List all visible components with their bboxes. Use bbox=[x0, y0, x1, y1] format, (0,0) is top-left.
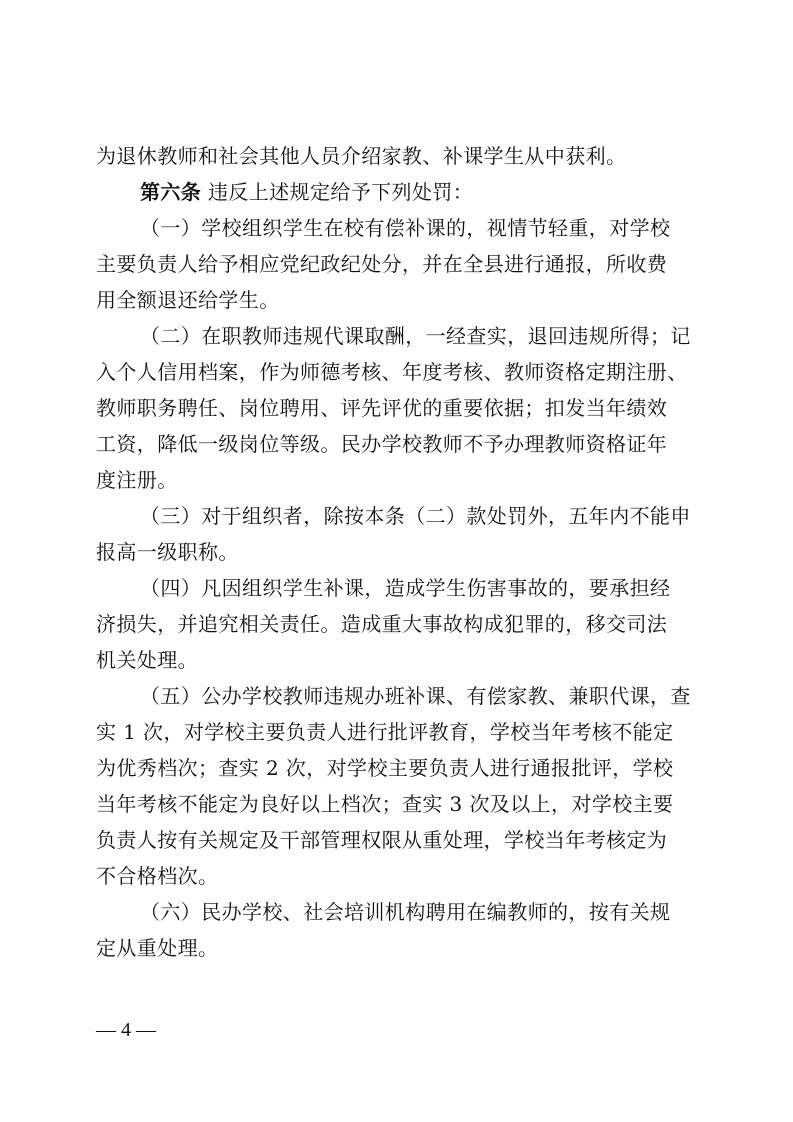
text-line: 济损失，并追究相关责任。造成重大事故构成犯罪的，移交司法 bbox=[96, 612, 668, 636]
text-line: （一）学校组织学生在校有偿补课的，视情节轻重，对学校 bbox=[140, 216, 671, 240]
text-line: 主要负责人给予相应党纪政纪处分，并在全县进行通报，所收费 bbox=[96, 252, 668, 276]
text-line: （三）对于组织者，除按本条（二）款处罚外，五年内不能申 bbox=[140, 504, 691, 528]
article-number: 第六条 bbox=[140, 180, 202, 204]
text-line: （四）凡因组织学生补课，造成学生伤害事故的，要承担经 bbox=[140, 576, 671, 600]
text-line: （二）在职教师违规代课取酬，一经查实，退回违规所得；记 bbox=[140, 324, 691, 348]
article-heading bbox=[140, 180, 473, 204]
article-title: 违反上述规定给予下列处罚： bbox=[201, 180, 474, 204]
text-line: （五）公办学校教师违规办班补课、有偿家教、兼职代课，查 bbox=[140, 684, 691, 708]
text-line: 教师职务聘任、岗位聘用、评先评优的重要依据；扣发当年绩效 bbox=[96, 396, 668, 420]
text-line: 工资，降低一级岗位等级。民办学校教师不予办理教师资格证年 bbox=[96, 432, 668, 456]
text-line: 为退休教师和社会其他人员介绍家教、补课学生从中获利。 bbox=[96, 144, 627, 168]
text-line: 机关处理。 bbox=[96, 648, 198, 672]
page-number: — 4 — bbox=[96, 1019, 156, 1041]
text-line: 不合格档次。 bbox=[96, 864, 219, 888]
text-line: 为优秀档次；查实 2 次，对学校主要负责人进行通报批评，学校 bbox=[96, 756, 674, 780]
text-line: （六）民办学校、社会培训机构聘用在编教师的，按有关规 bbox=[140, 900, 671, 924]
text-line: 实 1 次，对学校主要负责人进行批评教育，学校当年考核不能定 bbox=[96, 720, 674, 744]
text-line: 入个人信用档案，作为师德考核、年度考核、教师资格定期注册、 bbox=[96, 360, 688, 384]
text-line: 定从重处理。 bbox=[96, 936, 219, 960]
text-line: 当年考核不能定为良好以上档次；查实 3 次及以上，对学校主要 bbox=[96, 792, 674, 816]
text-line: 度注册。 bbox=[96, 468, 178, 492]
text-line: 用全额退还给学生。 bbox=[96, 288, 280, 312]
text-line: 负责人按有关规定及干部管理权限从重处理，学校当年考核定为 bbox=[96, 828, 668, 852]
text-line: 报高一级职称。 bbox=[96, 540, 239, 564]
